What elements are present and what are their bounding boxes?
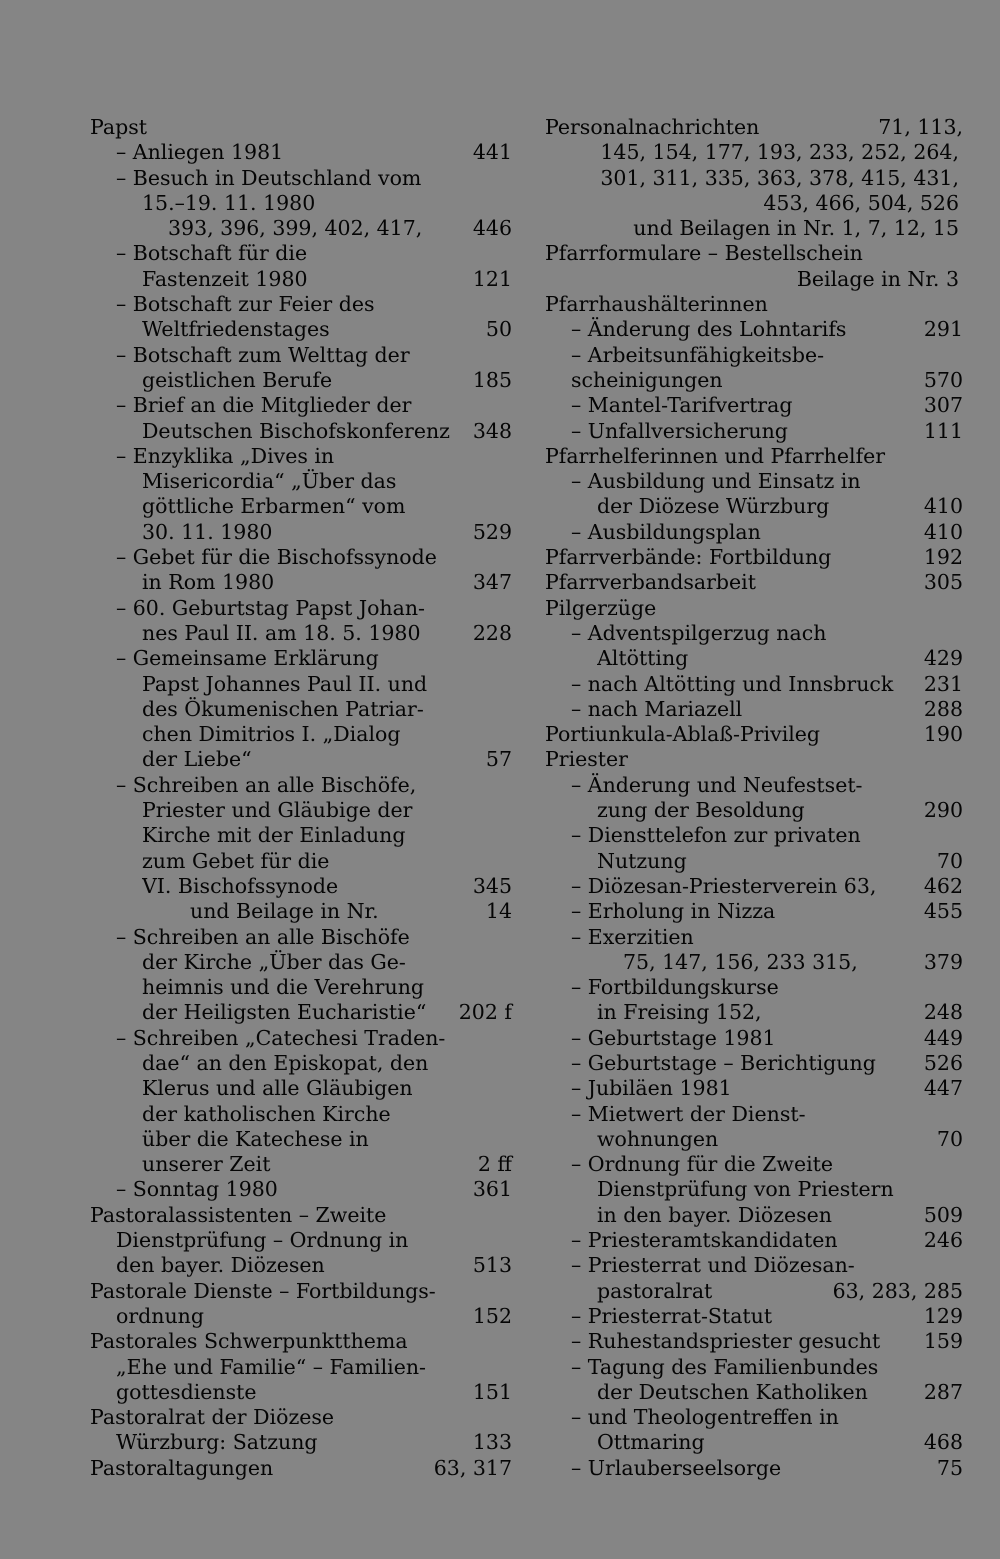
- entry-text: – Gebet für die Bischofssynode: [116, 545, 437, 570]
- entry-text: Dienstprüfung von Priestern: [597, 1177, 894, 1202]
- entry-text: – Adventspilgerzug nach: [571, 620, 827, 645]
- index-entry: [545, 1456, 963, 1481]
- entry-text: und Beilagen in Nr. 1, 7, 12, 15: [633, 216, 959, 241]
- entry-page-ref: 159: [923, 1329, 963, 1354]
- index-entry: [90, 798, 512, 823]
- entry-page-ref: 75: [936, 1455, 963, 1480]
- index-entry: [545, 1228, 963, 1253]
- entry-text: – Schreiben an alle Bischöfe: [116, 924, 410, 949]
- entry-page-ref: 121: [472, 266, 512, 291]
- entry-text: Pfarrformulare – Bestellschein: [545, 241, 863, 266]
- index-entry: [545, 267, 963, 292]
- entry-text: der Heiligsten Eucharistie“: [142, 1000, 427, 1025]
- index-entry: [545, 191, 963, 216]
- entry-text: Personalnachrichten: [545, 115, 760, 139]
- entry-text: 393, 396, 399, 402, 417,: [168, 216, 423, 241]
- index-entry: [545, 1076, 963, 1101]
- entry-text: – Anliegen 1981: [116, 140, 284, 165]
- entry-text: – Diözesan-Priesterverein 63,: [571, 873, 877, 898]
- entry-text: – Exerzitien: [571, 924, 694, 949]
- entry-page-ref: 57: [485, 747, 512, 772]
- index-entry: [90, 191, 512, 216]
- entry-text: Misericordia“ „Über das: [142, 469, 397, 494]
- entry-page-ref: 71, 113,: [878, 115, 963, 139]
- entry-text: der Deutschen Katholiken: [597, 1379, 868, 1404]
- entry-text: Kirche mit der Einladung: [142, 823, 406, 848]
- entry-page-ref: 449: [923, 1025, 963, 1050]
- index-entry: [90, 596, 512, 621]
- index-entry: [90, 267, 512, 292]
- index-column-left: [90, 115, 512, 1481]
- entry-text: der Kirche „Über das Ge-: [142, 949, 406, 974]
- index-entry: [90, 1456, 512, 1481]
- index-entry: [545, 747, 963, 772]
- entry-page-ref: 455: [923, 899, 963, 924]
- index-entry: [545, 646, 963, 671]
- index-entry: [90, 1430, 512, 1455]
- entry-text: Deutschen Bischofskonferenz: [142, 418, 450, 443]
- entry-text: 30. 11. 1980: [142, 519, 273, 544]
- entry-text: den bayer. Diözesen: [116, 1253, 325, 1278]
- entry-text: – Botschaft für die: [116, 241, 308, 266]
- index-entry: [90, 1076, 512, 1101]
- entry-text: Pastoraltagungen: [90, 1455, 274, 1480]
- entry-text: 145, 154, 177, 193, 233, 252, 264,: [600, 140, 959, 165]
- entry-text: „Ehe und Familie“ – Familien-: [116, 1354, 426, 1379]
- entry-page-ref: 447: [923, 1076, 963, 1101]
- index-entry: [90, 975, 512, 1000]
- index-entry: [545, 545, 963, 570]
- entry-page-ref: 570: [923, 367, 963, 392]
- entry-text: Pastoralassistenten – Zweite: [90, 1202, 387, 1227]
- entry-page-ref: 111: [923, 418, 963, 443]
- entry-text: Fastenzeit 1980: [142, 266, 308, 291]
- index-entry: [90, 1304, 512, 1329]
- index-entry: [545, 343, 963, 368]
- entry-text: – Schreiben an alle Bischöfe,: [116, 772, 417, 797]
- index-entry: [545, 1405, 963, 1430]
- entry-text: – Geburtstage – Berichtigung: [571, 1050, 876, 1075]
- entry-text: – Tagung des Familienbundes: [571, 1354, 879, 1379]
- entry-text: Priester: [545, 747, 628, 772]
- entry-text: wohnungen: [597, 1126, 719, 1151]
- index-entry: [545, 1000, 963, 1025]
- entry-text: – Gemeinsame Erklärung: [116, 646, 379, 671]
- index-entry: [90, 444, 512, 469]
- entry-text: und Beilage in Nr.: [190, 899, 379, 924]
- index-entry: [90, 166, 512, 191]
- entry-text: Pilgerzüge: [545, 595, 657, 620]
- entry-text: Beilage in Nr. 3: [796, 266, 959, 291]
- entry-text: – Enzyklika „Dives in: [116, 443, 335, 468]
- entry-text: – Schreiben „Catechesi Traden-: [116, 1025, 446, 1050]
- index-entry: [90, 621, 512, 646]
- index-entry: [545, 1127, 963, 1152]
- entry-text: geistlichen Berufe: [142, 367, 333, 392]
- index-entry: [545, 1304, 963, 1329]
- entry-text: – Mantel-Tarifvertrag: [571, 393, 793, 418]
- entry-text: – Jubiläen 1981: [571, 1076, 732, 1101]
- index-entry: [545, 1152, 963, 1177]
- entry-page-ref: 529: [472, 519, 512, 544]
- entry-text: – nach Mariazell: [571, 696, 743, 721]
- index-entry: [90, 1051, 512, 1076]
- index-entry: [545, 1203, 963, 1228]
- index-entry: [545, 773, 963, 798]
- entry-text: – Urlauberseelsorge: [571, 1455, 782, 1480]
- entry-text: der Diözese Würzburg: [597, 494, 830, 519]
- index-entry: [545, 823, 963, 848]
- entry-page-ref: 526: [923, 1050, 963, 1075]
- index-entry: [90, 241, 512, 266]
- entry-text: – Unfallversicherung: [571, 418, 788, 443]
- entry-text: – und Theologentreffen in: [571, 1405, 839, 1430]
- index-entry: [90, 1102, 512, 1127]
- index-entry: [90, 646, 512, 671]
- index-entry: [90, 925, 512, 950]
- index-entry: [545, 899, 963, 924]
- entry-page-ref: 14: [485, 899, 512, 924]
- index-column-right: [545, 115, 963, 1481]
- index-entry: [545, 115, 963, 140]
- entry-page-ref: 446: [472, 216, 512, 241]
- entry-page-ref: 231: [923, 671, 963, 696]
- index-entry: [90, 570, 512, 595]
- index-entry: [90, 874, 512, 899]
- index-entry: [90, 368, 512, 393]
- entry-text: nes Paul II. am 18. 5. 1980: [142, 620, 421, 645]
- entry-text: ordnung: [116, 1303, 204, 1328]
- entry-text: – nach Altötting und Innsbruck: [571, 671, 894, 696]
- index-entry: [545, 570, 963, 595]
- entry-text: – Priesterrat und Diözesan-: [571, 1253, 855, 1278]
- index-entry: [545, 1279, 963, 1304]
- entry-page-ref: 468: [923, 1430, 963, 1455]
- entry-text: zung der Besoldung: [597, 798, 805, 823]
- entry-text: der katholischen Kirche: [142, 1101, 391, 1126]
- index-entry: [90, 469, 512, 494]
- index-entry: [545, 722, 963, 747]
- index-entry: [545, 672, 963, 697]
- entry-text: – Diensttelefon zur privaten: [571, 823, 861, 848]
- index-entry: [90, 1026, 512, 1051]
- entry-text: unserer Zeit: [142, 1152, 271, 1177]
- entry-text: Papst: [90, 115, 147, 139]
- index-entry: [545, 798, 963, 823]
- index-entry: [90, 950, 512, 975]
- entry-page-ref: 63, 283, 285: [832, 1278, 963, 1303]
- index-entry: [545, 166, 963, 191]
- index-entry: [545, 368, 963, 393]
- entry-text: in den bayer. Diözesen: [597, 1202, 833, 1227]
- index-entry: [90, 1380, 512, 1405]
- index-entry: [545, 292, 963, 317]
- index-entry: [545, 393, 963, 418]
- index-entry: [545, 1253, 963, 1278]
- entry-page-ref: 307: [923, 393, 963, 418]
- index-entry: [545, 494, 963, 519]
- entry-page-ref: 246: [923, 1228, 963, 1253]
- index-entry: [90, 1253, 512, 1278]
- entry-page-ref: 345: [472, 873, 512, 898]
- entry-text: – Fortbildungskurse: [571, 975, 779, 1000]
- entry-page-ref: 202 f: [458, 1000, 512, 1025]
- index-entry: [90, 1152, 512, 1177]
- index-entry: [545, 621, 963, 646]
- index-entry: [90, 494, 512, 519]
- entry-page-ref: 228: [472, 620, 512, 645]
- entry-text: der Liebe“: [142, 747, 252, 772]
- index-entry: [90, 393, 512, 418]
- entry-text: – Botschaft zum Welttag der: [116, 342, 410, 367]
- entry-text: 301, 311, 335, 363, 378, 415, 431,: [600, 165, 959, 190]
- entry-text: Ottmaring: [597, 1430, 705, 1455]
- entry-text: – Arbeitsunfähigkeitsbe-: [571, 342, 825, 367]
- entry-text: Pfarrhaushälterinnen: [545, 292, 768, 317]
- entry-page-ref: 248: [923, 1000, 963, 1025]
- index-entry: [545, 1329, 963, 1354]
- index-entry: [90, 899, 512, 924]
- entry-text: des Ökumenischen Patriar-: [142, 696, 424, 721]
- index-entry: [545, 216, 963, 241]
- entry-text: scheinigungen: [571, 367, 723, 392]
- index-entry: [545, 596, 963, 621]
- entry-text: chen Dimitrios I. „Dialog: [142, 722, 401, 747]
- entry-page-ref: 361: [472, 1177, 512, 1202]
- index-entry: [90, 1228, 512, 1253]
- index-entry: [545, 317, 963, 342]
- entry-page-ref: 379: [923, 949, 963, 974]
- entry-text: gottesdienste: [116, 1379, 257, 1404]
- entry-page-ref: 192: [923, 545, 963, 570]
- index-entry: [90, 823, 512, 848]
- entry-text: Nutzung: [597, 848, 687, 873]
- index-entry: [90, 216, 512, 241]
- entry-page-ref: 410: [923, 519, 963, 544]
- index-entry: [545, 140, 963, 165]
- entry-page-ref: 291: [923, 317, 963, 342]
- index-entry: [545, 1102, 963, 1127]
- entry-text: Priester und Gläubige der: [142, 798, 413, 823]
- entry-text: heimnis und die Verehrung: [142, 975, 425, 1000]
- entry-text: – Ordnung für die Zweite: [571, 1152, 834, 1177]
- entry-text: 453, 466, 504, 526: [763, 190, 959, 215]
- entry-text: – Sonntag 1980: [116, 1177, 278, 1202]
- index-entry: [90, 722, 512, 747]
- entry-text: in Rom 1980: [142, 570, 275, 595]
- entry-text: – Ausbildungsplan: [571, 519, 761, 544]
- index-entry: [545, 520, 963, 545]
- index-entry: [545, 1177, 963, 1202]
- index-entry: [90, 849, 512, 874]
- entry-page-ref: 347: [472, 570, 512, 595]
- index-entry: [90, 317, 512, 342]
- index-entry: [90, 1203, 512, 1228]
- index-entry: [90, 1279, 512, 1304]
- entry-text: – Ruhestandspriester gesucht: [571, 1329, 881, 1354]
- entry-text: – 60. Geburtstag Papst Johan-: [116, 595, 425, 620]
- entry-text: Pastorale Dienste – Fortbildungs-: [90, 1278, 436, 1303]
- entry-page-ref: 151: [472, 1379, 512, 1404]
- entry-text: – Änderung und Neufestset-: [571, 772, 863, 797]
- entry-text: – Brief an die Mitglieder der: [116, 393, 412, 418]
- index-entry: [90, 1355, 512, 1380]
- entry-text: – Botschaft zur Feier des: [116, 292, 375, 317]
- entry-text: Pastoralrat der Diözese: [90, 1405, 335, 1430]
- entry-text: über die Katechese in: [142, 1126, 369, 1151]
- index-entry: [545, 975, 963, 1000]
- entry-page-ref: 2 ff: [477, 1152, 512, 1177]
- entry-text: Würzburg: Satzung: [116, 1430, 318, 1455]
- entry-text: Pastorales Schwerpunktthema: [90, 1329, 408, 1354]
- entry-page-ref: 348: [472, 418, 512, 443]
- index-entry: [545, 950, 963, 975]
- entry-page-ref: 50: [485, 317, 512, 342]
- index-entry: [90, 1329, 512, 1354]
- entry-page-ref: 185: [472, 367, 512, 392]
- entry-text: Weltfriedenstages: [142, 317, 330, 342]
- index-entry: [90, 697, 512, 722]
- index-entry: [90, 1405, 512, 1430]
- entry-page-ref: 410: [923, 494, 963, 519]
- index-entry: [90, 1127, 512, 1152]
- index-entry: [90, 343, 512, 368]
- index-entry: [545, 925, 963, 950]
- index-entry: [90, 520, 512, 545]
- entry-text: Klerus und alle Gläubigen: [142, 1076, 413, 1101]
- index-entry: [90, 1000, 512, 1025]
- index-entry: [90, 1177, 512, 1202]
- entry-text: 75, 147, 156, 233 315,: [623, 949, 858, 974]
- entry-text: – Änderung des Lohntarifs: [571, 317, 847, 342]
- entry-text: – Priesteramtskandidaten: [571, 1228, 838, 1253]
- entry-text: Pfarrverbandsarbeit: [545, 570, 756, 595]
- index-entry: [90, 747, 512, 772]
- index-entry: [545, 849, 963, 874]
- index-entry: [90, 419, 512, 444]
- entry-page-ref: 441: [472, 140, 512, 165]
- entry-page-ref: 63, 317: [433, 1455, 512, 1480]
- entry-page-ref: 509: [923, 1202, 963, 1227]
- entry-text: göttliche Erbarmen“ vom: [142, 494, 406, 519]
- index-entry: [545, 1355, 963, 1380]
- entry-page-ref: 129: [923, 1303, 963, 1328]
- entry-text: – Priesterrat-Statut: [571, 1303, 773, 1328]
- entry-page-ref: 287: [923, 1379, 963, 1404]
- index-entry: [90, 672, 512, 697]
- entry-text: zum Gebet für die: [142, 848, 330, 873]
- entry-text: Portiunkula-Ablaß-Privileg: [545, 722, 821, 747]
- entry-text: – Besuch in Deutschland vom: [116, 165, 422, 190]
- entry-page-ref: 305: [923, 570, 963, 595]
- index-entry: [545, 1051, 963, 1076]
- entry-page-ref: 429: [923, 646, 963, 671]
- entry-text: VI. Bischofssynode: [142, 873, 339, 898]
- entry-page-ref: 462: [923, 873, 963, 898]
- index-entry: [545, 874, 963, 899]
- index-entry: [90, 292, 512, 317]
- entry-text: – Ausbildung und Einsatz in: [571, 469, 861, 494]
- index-entry: [545, 469, 963, 494]
- index-entry: [90, 545, 512, 570]
- entry-page-ref: 290: [923, 798, 963, 823]
- index-entry: [545, 241, 963, 266]
- entry-text: dae“ an den Episkopat, den: [142, 1050, 429, 1075]
- entry-text: Papst Johannes Paul II. und: [142, 671, 428, 696]
- index-entry: [90, 140, 512, 165]
- index-entry: [545, 444, 963, 469]
- entry-text: – Erholung in Nizza: [571, 899, 776, 924]
- entry-text: Pfarrhelferinnen und Pfarrhelfer: [545, 443, 886, 468]
- entry-page-ref: 190: [923, 722, 963, 747]
- entry-text: Pfarrverbände: Fortbildung: [545, 545, 832, 570]
- index-entry: [545, 1026, 963, 1051]
- entry-page-ref: 513: [472, 1253, 512, 1278]
- entry-page-ref: 70: [936, 848, 963, 873]
- entry-page-ref: 152: [472, 1303, 512, 1328]
- entry-text: – Mietwert der Dienst-: [571, 1101, 806, 1126]
- entry-page-ref: 133: [472, 1430, 512, 1455]
- index-entry: [545, 697, 963, 722]
- entry-text: – Geburtstage 1981: [571, 1025, 776, 1050]
- entry-text: Dienstprüfung – Ordnung in: [116, 1228, 409, 1253]
- index-entry: [545, 419, 963, 444]
- entry-text: in Freising 152,: [597, 1000, 762, 1025]
- entry-page-ref: 70: [936, 1126, 963, 1151]
- entry-page-ref: 288: [923, 696, 963, 721]
- entry-text: 15.–19. 11. 1980: [142, 190, 316, 215]
- entry-text: Altötting: [597, 646, 689, 671]
- index-entry: [545, 1430, 963, 1455]
- index-entry: [90, 773, 512, 798]
- entry-text: pastoralrat: [597, 1278, 713, 1303]
- index-entry: [90, 115, 512, 140]
- index-entry: [545, 1380, 963, 1405]
